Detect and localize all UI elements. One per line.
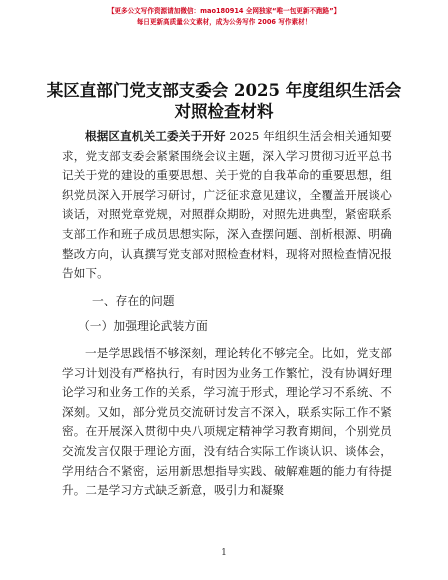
section-heading: 一、存在的问题 xyxy=(92,294,175,308)
intro-lead: 根据区直机关工委关于开好 xyxy=(85,129,226,143)
intro-rest: 2025 年组织生活会相关通知要求，党支部支委会紧紧围绕会议主题，深入学习贯彻习近平总书记关于党的建设的重要思想、关于党的自我革命的重要思想，组织党员深入开展学习研讨，广泛征求意见建议，全覆盖开展谈心谈话，对照党章党规，对照群众期盼，对照先进典型，紧密联系支部工作和班子成员思想实际，深入查摆问题、剖析根源、明确整改方向，认真撰写党支部对照检查材料，现将对照检查情况报告如下。 xyxy=(62,129,392,281)
title-line-2: 对照检查材料 xyxy=(174,102,274,121)
intro-paragraph xyxy=(62,127,392,284)
banner-line-2: 每日更新高质量公文素材，成为公务写作 2006 写作素材！ xyxy=(136,18,312,26)
banner-line-1: 【更多公文写作资源请加微信：mao180914 全网独家“唯一包更新不跑路”】 xyxy=(107,7,341,15)
document-title xyxy=(30,80,418,122)
page-number: 1 xyxy=(221,548,227,558)
section-subheading: （一）加强理论武装方面 xyxy=(78,319,208,333)
title-line-1: 某区直部门党支部支委会 2025 年度组织生活会 xyxy=(46,81,402,100)
section-paragraph: 一是学思践悟不够深刻，理论转化不够完全。比如，党支部学习计划没有严格执行，有时因为业务工作繁忙，没有协调好理论学习和业务工作的关系，学习流于形式，理论学习不系统、不深刻。又如，部分党员交流研讨发言不深入，联系实际工作不紧密。在开展深入贯彻中央八项规定精神学习教育期间，个别党员交流发言仅限于理论方面，没有结合实际工作谈认识、谈体会，学用结合不紧密，运用新思想指导实践、破解难题的能力有待提升。二是学习方式缺乏新意，吸引力和凝聚 xyxy=(62,346,392,498)
header-banner xyxy=(0,6,448,28)
